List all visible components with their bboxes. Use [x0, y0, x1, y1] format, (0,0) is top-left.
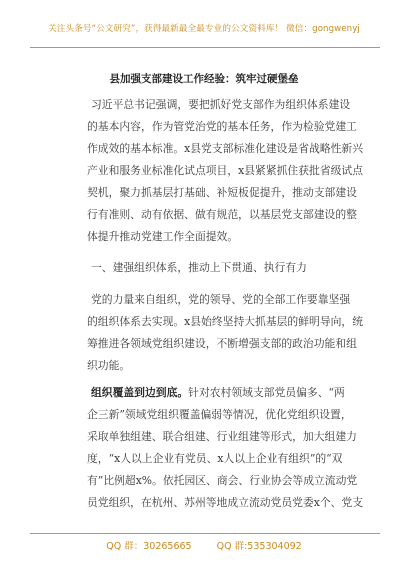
paragraph-line: 作成效的基本标准。x县党支部标准化建设是省战略性新兴 — [87, 142, 364, 155]
paragraph-coverage — [87, 382, 367, 514]
header-banner: 关注头条号“公文研究”，获得最新最全最专业的公文资料库！ 微信：gongwenyj — [48, 24, 360, 34]
paragraph-organization — [87, 289, 367, 377]
section-heading — [87, 257, 367, 279]
paragraph-intro — [87, 94, 367, 248]
paragraph-line: 党的力量来自组织，党的领导、党的全部工作要靠坚强 — [91, 293, 351, 306]
paragraph-line: 习近平总书记强调，要把抓好党支部作为组织体系建设 — [91, 98, 351, 111]
paragraph-lead: 组织覆盖到边到底。 — [91, 386, 189, 399]
paragraph-line: 的组织体系去实现。x县始终坚持大抓基层的鲜明导向，统 — [87, 315, 364, 328]
paragraph-line — [87, 382, 367, 404]
paragraph-line: 产业和服务业标准化试点项目，x县紧紧抓住获批省级试点 — [87, 164, 364, 177]
paragraph-line: 采取单独组建、联合组建、行业组建等形式，加大组建力 — [87, 430, 357, 443]
paragraph-line: 有”比例超x%。依托园区、商会、行业协会等成立流动党 — [87, 474, 358, 487]
document-title: 县加强支部建设工作经验：筑牢过硬堡垒 — [109, 73, 299, 85]
paragraph-line: 员党组织，在杭州、苏州等地成立流动党员党委x个、党支 — [87, 496, 364, 509]
footer-contact: QQ 群：30265665 QQ 群:535304092 — [106, 541, 302, 552]
paragraph-line: 行有准则、动有依据、做有规范，以基层党支部建设的整 — [87, 208, 357, 221]
footer-divider — [30, 533, 380, 534]
paragraph-line: 织功能。 — [87, 359, 131, 372]
paragraph-line: 的基本内容，作为管党治党的基本任务，作为检验党建工 — [87, 120, 357, 133]
paragraph-line: 体提升推动党建工作全面提效。 — [87, 230, 239, 243]
paragraph-line-rest: 针对农村领域支部党员偏多、“两 — [188, 386, 345, 399]
paragraph-line: 度，“x人以上企业有党员、x人以上企业有组织”的“双 — [87, 452, 343, 465]
section-heading-text: 一、建强组织体系，推动上下贯通、执行有力 — [91, 261, 307, 274]
paragraph-line: 契机，聚力抓基层打基础、补短板促提升，推动支部建设 — [87, 186, 357, 199]
paragraph-line: 筹推进各领域党组织建设，不断增强支部的政治功能和组 — [87, 337, 357, 350]
paragraph-line: 企三新”领域党组织覆盖偏弱等情况，优化党组织设置， — [87, 408, 352, 421]
header-divider — [30, 47, 380, 48]
